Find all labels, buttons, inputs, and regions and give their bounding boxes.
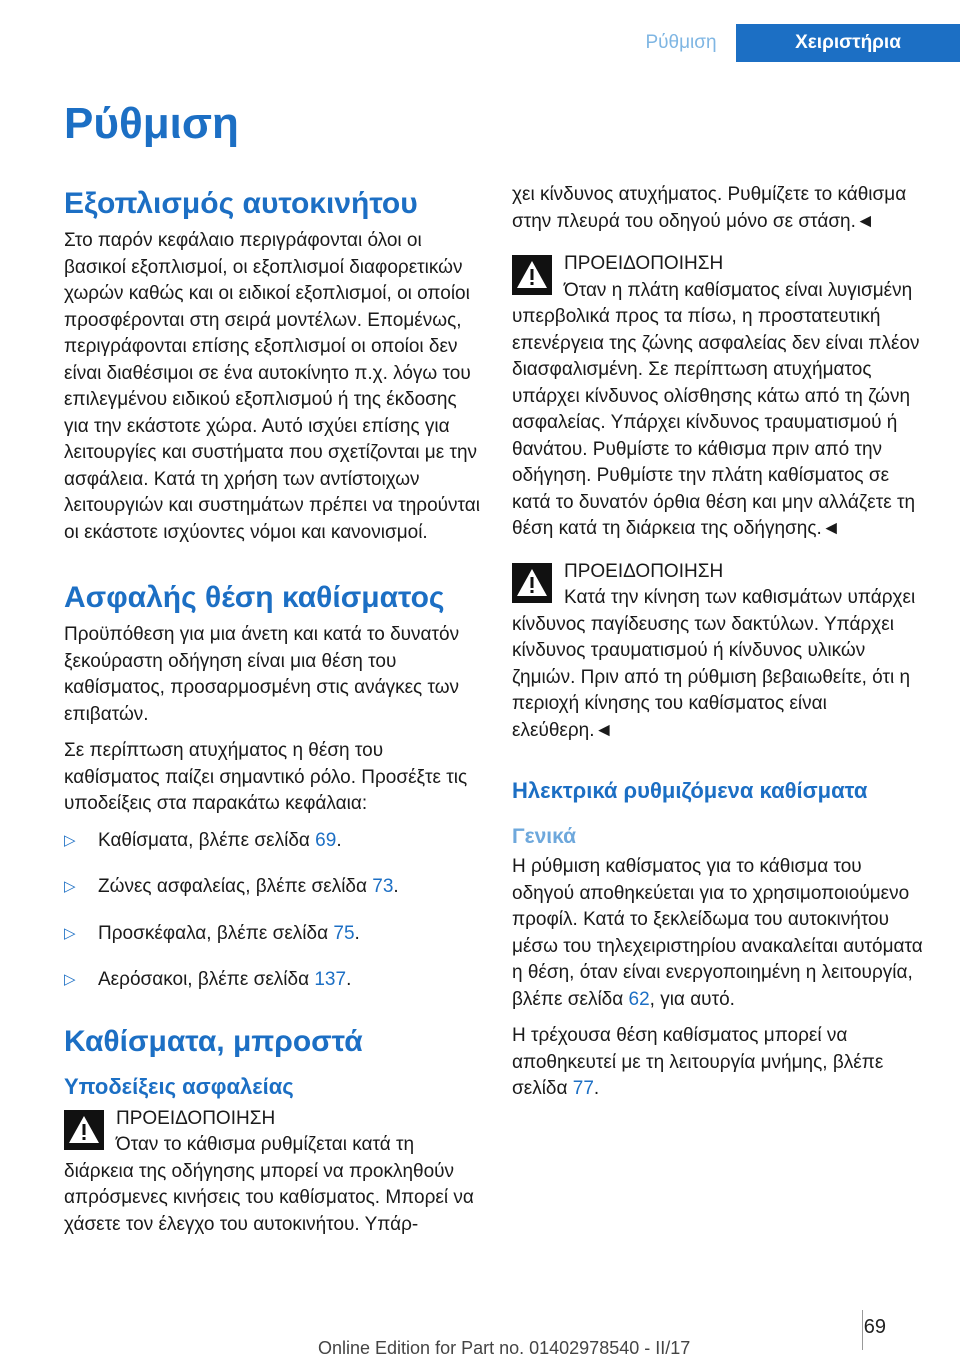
running-header bbox=[0, 24, 960, 62]
page-title: Ρύθμιση bbox=[64, 99, 239, 148]
list-item: ▷ Καθίσματα, βλέπε σελίδα 69. bbox=[64, 828, 480, 855]
heading-electric-seats: Ηλεκτρικά ρυθμιζόμενα καθίσματα bbox=[512, 778, 868, 803]
heading-equipment: Εξοπλισμός αυτοκινήτου bbox=[64, 187, 418, 220]
triangle-right-icon: ▷ bbox=[64, 924, 76, 942]
warning-block bbox=[64, 1106, 480, 1239]
reference-list bbox=[64, 828, 480, 994]
warning-label: ΠΡΟΕΙΔΟΠΟΙΗΣΗ bbox=[564, 560, 724, 582]
warning-icon bbox=[512, 563, 552, 603]
page-link[interactable]: 77 bbox=[572, 1078, 594, 1099]
page-number: 69 bbox=[863, 1316, 886, 1338]
list-item: ▷ Αερόσακοι, βλέπε σελίδα 137. bbox=[64, 967, 480, 994]
section-tab[interactable]: Ρύθμιση bbox=[626, 24, 736, 62]
page-link[interactable]: 73 bbox=[372, 876, 394, 897]
paragraph-general-1: Η ρύθμιση καθίσματος για το κάθισμα του οδηγού αποθηκεύεται για το χρησιμοποιούμενο προφίλ. Κατά το ξεκλείδωμα του αυτοκινήτου μέσω του τηλεχειριστηρίου ανακαλείται αυτόματα η θέση, όταν είναι ενεργοποιημένη η λειτουργία, βλέπε σελίδα 62, για αυτό. bbox=[512, 856, 923, 1010]
chapter-tab[interactable]: Χειριστήρια bbox=[736, 24, 960, 62]
paragraph-general-2: Η τρέχουσα θέση καθίσματος μπορεί να αποθηκευτεί με τη λειτουργία μνήμης, βλέπε σελίδα 77. bbox=[512, 1025, 884, 1099]
warning-icon bbox=[512, 255, 552, 295]
page-link[interactable]: 69 bbox=[315, 829, 337, 851]
page-link[interactable]: 62 bbox=[628, 988, 650, 1010]
warning-block bbox=[512, 559, 928, 745]
right-column bbox=[512, 182, 928, 1113]
edition-note: Online Edition for Part no. 01402978540 - II/17 bbox=[318, 1338, 691, 1358]
warning-text: Όταν το κάθισμα ρυθμίζεται κατά τη διάρκεια της οδήγησης μπορεί να προκληθούν απρόσμενες κινήσεις του καθίσματος. Μπορεί να χάσετε τον έλεγχο του αυτοκινήτου. Υπάρ- bbox=[64, 1134, 474, 1235]
paragraph-equipment: Στο παρόν κεφάλαιο περιγράφονται όλοι οι βασικοί εξοπλισμοί, οι εξοπλισμοί διαφορετικών χωρών καθώς και οι ειδικοί εξοπλισμοί, οι οποίοι προσφέρονται στη σειρά μοντέλων. Επομένως, περιγράφονται επίσης εξοπλισμοί οι οποίοι δεν είναι διαθέσιμοι σε ένα αυτοκίνητο π.χ. λόγω του επιλεγμένου ειδικού εξοπλισμού ή της έκδοσης για την εκάστοτε χώρα. Αυτό ισχύει επίσης για λειτουργίες και συστήματα που σχετίζονται με την ασφάλεια. Κατά τη χρήση των αντίστοιχων λειτουργιών και συστημάτων πρέπει να τηρούνται οι εκάστοτε ισχύοντες νόμοι και κανονισμοί. bbox=[64, 230, 480, 543]
list-item: ▷ Ζώνες ασφαλείας, βλέπε σελίδα 73. bbox=[64, 874, 480, 901]
heading-front-seats: Καθίσματα, μπροστά bbox=[64, 1024, 363, 1058]
triangle-right-icon: ▷ bbox=[64, 971, 76, 988]
warning-icon bbox=[64, 1110, 104, 1150]
heading-safety-notes: Υποδείξεις ασφαλείας bbox=[64, 1073, 294, 1099]
warning-label: ΠΡΟΕΙΔΟΠΟΙΗΣΗ bbox=[116, 1107, 276, 1129]
heading-general: Γενικά bbox=[512, 825, 577, 848]
heading-safe-position: Ασφαλής θέση καθίσματος bbox=[64, 581, 445, 614]
warning-text-continued: χει κίνδυνος ατυχήματος. Ρυθμίζετε το κάθισμα στην πλευρά του οδηγού μόνο σε στάση.◄ bbox=[512, 184, 907, 232]
triangle-right-icon: ▷ bbox=[64, 831, 76, 849]
triangle-right-icon: ▷ bbox=[64, 878, 76, 895]
left-column bbox=[64, 184, 480, 1252]
page-link[interactable]: 75 bbox=[333, 922, 355, 944]
paragraph-safe-1: Προϋπόθεση για μια άνετη και κατά το δυνατόν ξεκούραστη οδήγηση είναι μια θέση του καθίσματος, προσαρμοσμένη στις ανάγκες των επιβατών. bbox=[64, 624, 460, 725]
warning-block bbox=[512, 251, 928, 543]
paragraph-safe-2: Σε περίπτωση ατυχήματος η θέση του καθίσματος παίζει σημαντικό ρόλο. Προσέξτε τις υποδείξεις στα παρακάτω κεφάλαια: bbox=[64, 740, 468, 814]
warning-text: Κατά την κίνηση των καθισμάτων υπάρχει κίνδυνος παγίδευσης των δακτύλων. Υπάρχει κίνδυνος τραυματισμού ή κίνδυνος υλικών ζημιών. Πριν από τη ρύθμιση βεβαιωθείτε, ότι η περιοχή κίνησης του καθίσματος είναι ελεύθερη.◄ bbox=[512, 587, 916, 741]
warning-text: Όταν η πλάτη καθίσματος είναι λυγισμένη υπερβολικά προς τα πίσω, η προστατευτική επενέργεια της ζώνης ασφαλείας δεν είναι πλέον διασφαλισμένη. Σε περίπτωση ατυχήματος υπάρχει κίνδυνος ολίσθησης κάτω από τη ζώνη ασφαλείας. Υπάρχει κίνδυνος τραυματισμού ή θανάτου. Ρυθμίστε το κάθισμα πριν από την οδήγηση. Ρυθμίστε την πλάτη καθίσματος σε κατά το δυνατόν όρθια θέση και μην αλλάζετε τη θέση κατά τη διάρκεια της οδήγησης.◄ bbox=[512, 279, 920, 539]
page-link[interactable]: 137 bbox=[314, 969, 347, 990]
warning-label: ΠΡΟΕΙΔΟΠΟΙΗΣΗ bbox=[564, 253, 724, 274]
list-item: ▷ Προσκέφαλα, βλέπε σελίδα 75. bbox=[64, 921, 480, 948]
